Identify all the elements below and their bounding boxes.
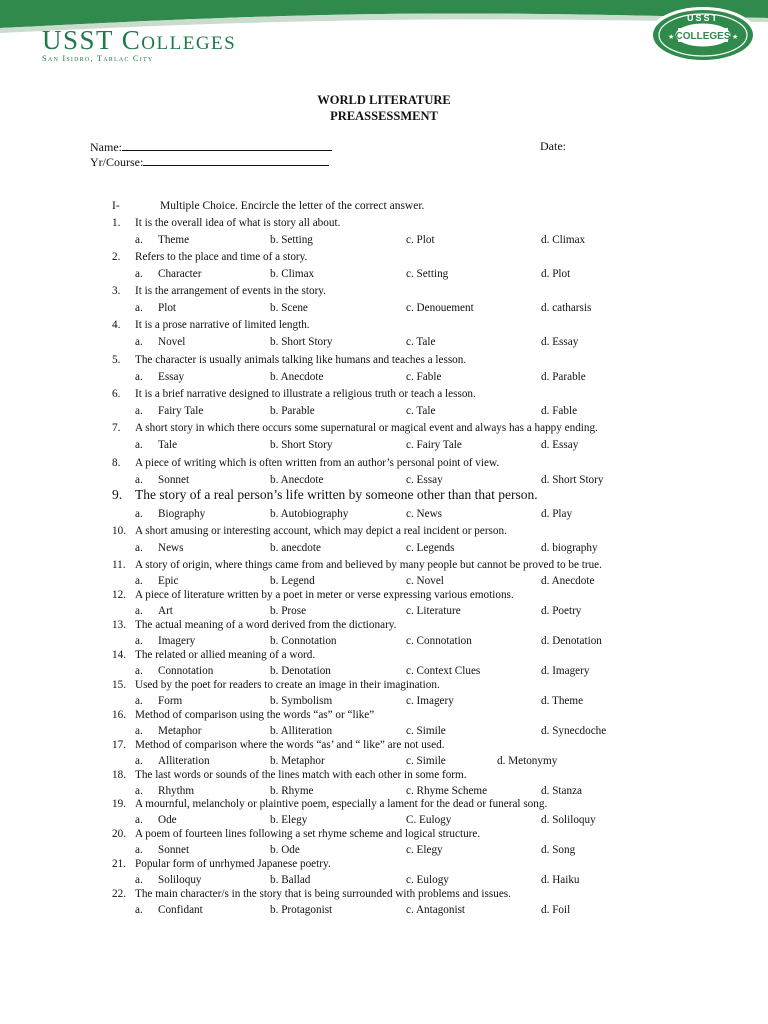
seal-top-text: USST [686, 13, 720, 23]
question-text: The main character/s in the story that is being surrounded with problems and issues. [135, 888, 511, 900]
option-a-letter[interactable]: a. [135, 508, 143, 520]
question-text: A mournful, melancholy or plaintive poem, especially a lament for the dead or funeral song. [135, 798, 548, 810]
question-item [112, 216, 340, 230]
name-field[interactable] [90, 139, 332, 154]
option-b[interactable]: b. Legend [270, 575, 315, 587]
question-number: 10. [112, 525, 126, 537]
seal-bottom-text: COLLEGES [675, 31, 731, 42]
option-a[interactable]: Rhythm [158, 785, 195, 797]
question-item [112, 588, 514, 602]
question-item [112, 797, 547, 811]
option-a-letter[interactable]: a. [135, 575, 143, 587]
option-a-letter[interactable]: a. [135, 665, 143, 677]
question-item [112, 558, 602, 572]
option-a-letter[interactable]: a. [135, 439, 143, 451]
option-a[interactable]: Biography [158, 508, 206, 520]
option-a[interactable]: Fairy Tale [158, 405, 204, 417]
question-item [112, 708, 374, 722]
option-d[interactable]: d. Denotation [541, 635, 602, 647]
question-item [112, 857, 331, 871]
option-a[interactable]: News [158, 542, 184, 554]
option-b[interactable]: b. Protagonist [270, 904, 333, 916]
question-text: A piece of literature written by a poet in meter or verse expressing various emotions. [135, 589, 514, 601]
option-c[interactable]: c. Rhyme Scheme [406, 785, 488, 797]
option-c[interactable]: c. Eulogy [406, 874, 449, 886]
option-a[interactable]: Connotation [158, 665, 214, 677]
question-text: Refers to the place and time of a story. [135, 251, 308, 263]
question-item [112, 353, 466, 367]
question-item [112, 387, 476, 401]
option-b[interactable]: b. Alliteration [270, 725, 333, 737]
option-d[interactable]: d. Short Story [541, 474, 604, 486]
option-a-letter[interactable]: a. [135, 605, 143, 617]
question-item [112, 318, 310, 332]
option-c[interactable]: c. Legends [406, 542, 455, 554]
question-number: 5. [112, 354, 121, 366]
option-d[interactable]: d. Synecdoche [541, 725, 607, 737]
option-a[interactable]: Alliteration [158, 755, 210, 767]
option-d[interactable]: d. Haiku [541, 874, 580, 886]
question-text: A piece of writing which is often written from an author’s personal point of view. [135, 457, 500, 469]
question-text: Method of comparison where the words “as’ and “ like” are not used. [135, 739, 445, 751]
course-label: Yr/Course: [90, 155, 144, 169]
question-text: The actual meaning of a word derived from the dictionary. [135, 619, 397, 631]
option-a-letter[interactable]: a. [135, 904, 143, 916]
question-number: 21. [112, 858, 126, 870]
question-item [112, 284, 326, 298]
option-a[interactable]: Sonnet [158, 474, 190, 486]
question-number: 22. [112, 888, 126, 900]
option-b[interactable]: b. Short Story [270, 336, 333, 348]
question-number: 3. [112, 285, 121, 297]
question-text: A poem of fourteen lines following a set rhyme scheme and logical structure. [135, 828, 481, 840]
brand-name: USST Colleges [42, 25, 237, 55]
option-a[interactable]: Metaphor [158, 725, 202, 737]
option-a[interactable]: Sonnet [158, 844, 190, 856]
question-item [112, 768, 467, 782]
option-c[interactable]: c. Essay [406, 474, 443, 486]
option-d[interactable]: d. Climax [541, 234, 586, 246]
option-c[interactable]: C. Eulogy [406, 814, 452, 826]
option-a-letter[interactable]: a. [135, 474, 143, 486]
question-item [112, 827, 480, 841]
question-item [112, 488, 538, 502]
question-number: 11. [112, 559, 126, 571]
option-b[interactable]: b. Setting [270, 234, 313, 246]
option-b[interactable]: b. Anecdote [270, 474, 324, 486]
question-item [112, 648, 315, 662]
question-text: A story of origin, where things came from and believed by many people but cannot be proved to be true. [135, 559, 602, 571]
option-c[interactable]: c. Elegy [406, 844, 443, 856]
question-item [112, 887, 511, 901]
option-c[interactable]: c. Simile [406, 725, 446, 737]
question-item [112, 456, 499, 470]
document-title: WORLD LITERATURE [317, 93, 451, 107]
question-number: 7. [112, 422, 121, 434]
option-b[interactable]: b. Elegy [270, 814, 308, 826]
question-text: Used by the poet for readers to create an image in their imagination. [135, 679, 440, 691]
question-number: 18. [112, 769, 126, 781]
question-number: 12. [112, 589, 126, 601]
option-d[interactable]: d. Parable [541, 371, 586, 383]
option-d[interactable]: d. Essay [541, 439, 579, 451]
option-b[interactable]: b. Short Story [270, 439, 333, 451]
option-a-letter[interactable]: a. [135, 542, 143, 554]
option-c[interactable]: c. Denouement [406, 302, 474, 314]
option-c[interactable]: c. Antagonist [406, 904, 466, 916]
option-a[interactable]: Form [158, 695, 183, 707]
option-a[interactable]: Tale [158, 439, 178, 451]
question-text: A short amusing or interesting account, which may depict a real incident or person. [135, 525, 507, 537]
option-b[interactable]: b. Scene [270, 302, 308, 314]
brand-subtitle: San Isidro, Tarlac City [42, 53, 154, 63]
name-blank-line[interactable] [122, 139, 332, 151]
course-blank-line[interactable] [143, 154, 329, 166]
option-d[interactable]: d. biography [541, 542, 598, 554]
option-a[interactable]: Ode [158, 814, 177, 826]
option-c[interactable]: c. Fable [406, 371, 442, 383]
option-a[interactable]: Theme [158, 234, 190, 246]
option-b[interactable]: b. Autobiography [270, 508, 349, 520]
option-b[interactable]: b. Rhyme [270, 785, 314, 797]
option-d[interactable]: d. Plot [541, 268, 571, 280]
option-c[interactable]: c. Tale [406, 405, 436, 417]
option-a-letter[interactable]: a. [135, 268, 143, 280]
option-d[interactable]: d. Stanza [541, 785, 583, 797]
option-b[interactable]: b. Ode [270, 844, 300, 856]
question-number: 19. [112, 798, 126, 810]
option-c[interactable]: c. News [406, 508, 443, 520]
question-number: 4. [112, 319, 121, 331]
question-number: 14. [112, 649, 126, 661]
option-c[interactable]: c. Fairy Tale [406, 439, 462, 451]
option-a-letter[interactable]: a. [135, 336, 143, 348]
question-text: The last words or sounds of the lines match with each other in some form. [135, 769, 467, 781]
seal-star-icon: ★ [732, 33, 739, 41]
option-a-letter[interactable]: a. [135, 371, 143, 383]
option-a-letter[interactable]: a. [135, 695, 143, 707]
question-item [112, 678, 440, 692]
question-item [112, 618, 396, 632]
option-d[interactable]: d. Theme [541, 695, 584, 707]
question-number: 17. [112, 739, 126, 751]
option-a-letter[interactable]: a. [135, 725, 143, 737]
option-c[interactable]: c. Context Clues [406, 665, 481, 677]
option-a[interactable]: Essay [158, 371, 185, 383]
question-number: 1. [112, 217, 121, 229]
date-label: Date: [540, 139, 566, 153]
name-label: Name: [90, 140, 122, 154]
option-b[interactable]: b. Connotation [270, 635, 337, 647]
question-number: 9. [112, 487, 123, 502]
question-item [112, 421, 598, 435]
option-d[interactable]: d. Play [541, 508, 573, 520]
option-d[interactable]: d. Fable [541, 405, 578, 417]
option-c[interactable]: c. Imagery [406, 695, 454, 707]
option-b[interactable]: b. Metaphor [270, 755, 325, 767]
question-text: The story of a real person’s life written by someone other than that person. [135, 487, 538, 502]
option-a-letter[interactable]: a. [135, 844, 143, 856]
question-number: 13. [112, 619, 126, 631]
option-c[interactable]: c. Simile [406, 755, 446, 767]
question-item [112, 524, 507, 538]
question-text: A short story in which there occurs some supernatural or magical event and always has a happy ending. [135, 422, 598, 434]
option-c[interactable]: c. Plot [406, 234, 435, 246]
option-d[interactable]: d. Anecdote [541, 575, 595, 587]
option-b[interactable]: b. Prose [270, 605, 307, 617]
option-d[interactable]: d. Imagery [541, 665, 590, 677]
option-a-letter[interactable]: a. [135, 785, 143, 797]
question-number: 2. [112, 251, 121, 263]
question-number: 8. [112, 457, 121, 469]
question-item [112, 250, 307, 264]
option-a[interactable]: Plot [158, 302, 177, 314]
option-b[interactable]: b. Symbolism [270, 695, 333, 707]
document-subtitle: PREASSESSMENT [330, 109, 438, 123]
brand-logo [42, 26, 236, 63]
option-d[interactable]: d. Soliloquy [541, 814, 596, 826]
question-number: 15. [112, 679, 126, 691]
option-d[interactable]: d. Metonymy [497, 755, 558, 767]
option-b[interactable]: b. anecdote [270, 542, 321, 554]
section-instruction: Multiple Choice. Encircle the letter of the correct answer. [160, 200, 425, 212]
option-a-letter[interactable]: a. [135, 234, 143, 246]
option-a[interactable]: Art [158, 605, 173, 617]
option-a-letter[interactable]: a. [135, 814, 143, 826]
question-number: 16. [112, 709, 126, 721]
option-a-letter[interactable]: a. [135, 405, 143, 417]
option-a[interactable]: Imagery [158, 635, 196, 647]
option-b[interactable]: b. Ballad [270, 874, 311, 886]
question-text: The character is usually animals talking like humans and teaches a lesson. [135, 354, 467, 366]
option-a-letter[interactable]: a. [135, 302, 143, 314]
option-c[interactable]: c. Setting [406, 268, 449, 280]
question-text: It is a prose narrative of limited length. [135, 319, 310, 331]
option-c[interactable]: c. Literature [406, 605, 461, 617]
option-a-letter[interactable]: a. [135, 635, 143, 647]
question-text: The related or allied meaning of a word. [135, 649, 316, 661]
question-number: 20. [112, 828, 126, 840]
question-item [112, 738, 445, 752]
question-text: Popular form of unrhymed Japanese poetry. [135, 858, 331, 870]
question-number: 6. [112, 388, 121, 400]
question-text: It is the overall idea of what is story all about. [135, 217, 341, 229]
option-a[interactable]: Epic [158, 575, 179, 587]
option-b[interactable]: b. Climax [270, 268, 315, 280]
question-text: Method of comparison using the words “as” or “like” [135, 709, 375, 721]
section-numeral: I- [112, 200, 120, 212]
seal-star-icon: ★ [668, 33, 675, 41]
option-a[interactable]: Soliloquy [158, 874, 202, 886]
option-d[interactable]: d. Foil [541, 904, 571, 916]
option-d[interactable]: d. Essay [541, 336, 579, 348]
course-field[interactable] [90, 154, 329, 169]
question-text: It is a brief narrative designed to illustrate a religious truth or teach a lesson. [135, 388, 476, 400]
question-text: It is the arrangement of events in the story. [135, 285, 326, 297]
option-d[interactable]: d. Song [541, 844, 576, 856]
option-c[interactable]: c. Novel [406, 575, 444, 587]
option-a[interactable]: Character [158, 268, 202, 280]
option-c[interactable]: c. Tale [406, 336, 436, 348]
option-b[interactable]: b. Denotation [270, 665, 331, 677]
option-a[interactable]: Novel [158, 336, 186, 348]
option-d[interactable]: d. catharsis [541, 302, 592, 314]
date-field[interactable] [540, 139, 566, 153]
option-b[interactable]: b. Anecdote [270, 371, 324, 383]
option-a[interactable]: Confidant [158, 904, 203, 916]
option-a-letter[interactable]: a. [135, 755, 143, 767]
option-b[interactable]: b. Parable [270, 405, 315, 417]
option-c[interactable]: c. Connotation [406, 635, 472, 647]
option-d[interactable]: d. Poetry [541, 605, 582, 617]
college-seal [648, 6, 758, 64]
option-a-letter[interactable]: a. [135, 874, 143, 886]
